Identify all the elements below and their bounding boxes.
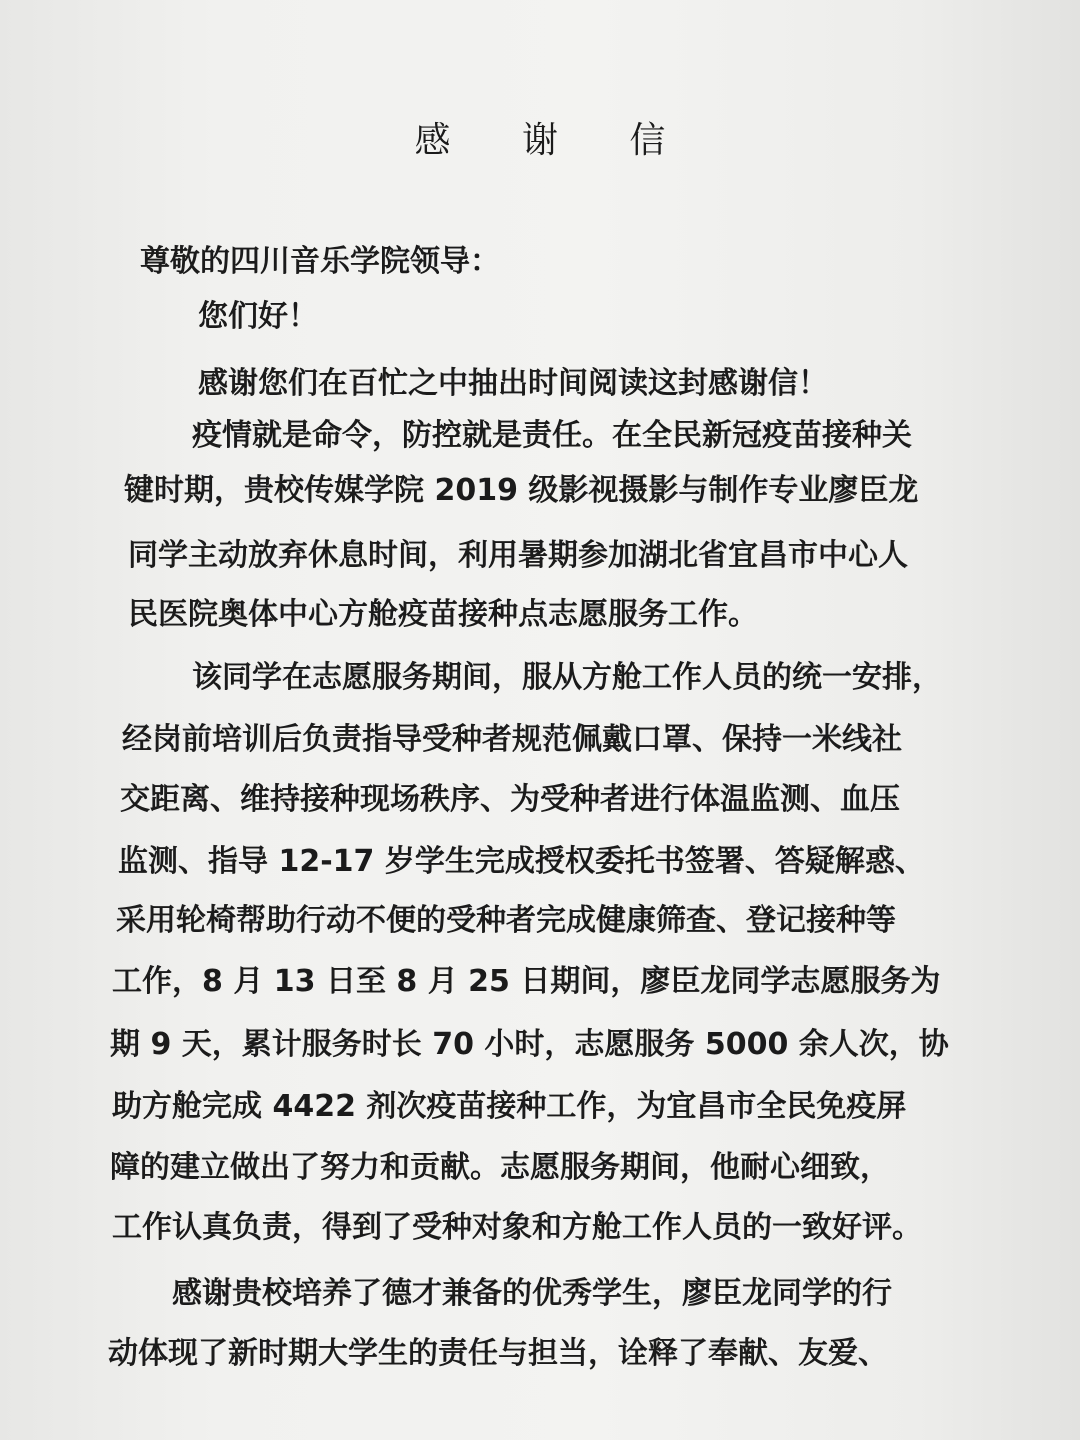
paragraph-line: 交距离、维持接种现场秩序、为受种者进行体温监测、血压 xyxy=(120,782,900,817)
paragraph-line: 工作认真负责，得到了受种对象和方舱工作人员的一致好评。 xyxy=(112,1210,922,1245)
paragraph-line: 监测、指导 12-17 岁学生完成授权委托书签署、答疑解惑、 xyxy=(118,844,925,879)
paragraph-line: 键时期，贵校传媒学院 2019 级影视摄影与制作专业廖臣龙 xyxy=(124,473,919,508)
paragraph-line: 助方舱完成 4422 剂次疫苗接种工作，为宜昌市全民免疫屏 xyxy=(112,1089,907,1124)
paragraph-line: 工作，8 月 13 日至 8 月 25 日期间，廖臣龙同学志愿服务为 xyxy=(112,964,941,999)
letter-title: 感 谢 信 xyxy=(414,120,696,161)
paragraph-line: 疫情就是命令，防控就是责任。在全民新冠疫苗接种关 xyxy=(192,418,912,453)
salutation: 尊敬的四川音乐学院领导： xyxy=(140,244,500,279)
paragraph-line: 动体现了新时期大学生的责任与担当，诠释了奉献、友爱、 xyxy=(108,1336,888,1371)
greeting: 您们好！ xyxy=(198,299,318,334)
paragraph-line: 期 9 天，累计服务时长 70 小时，志愿服务 5000 余人次，协 xyxy=(110,1027,949,1062)
thanks-line: 感谢您们在百忙之中抽出时间阅读这封感谢信！ xyxy=(198,366,828,401)
paragraph-line: 该同学在志愿服务期间，服从方舱工作人员的统一安排， xyxy=(192,660,942,695)
paragraph-line: 感谢贵校培养了德才兼备的优秀学生，廖臣龙同学的行 xyxy=(172,1276,892,1311)
paragraph-line: 采用轮椅帮助行动不便的受种者完成健康筛查、登记接种等 xyxy=(116,903,896,938)
paragraph-line: 障的建立做出了努力和贡献。志愿服务期间，他耐心细致， xyxy=(110,1150,890,1185)
paragraph-line: 同学主动放弃休息时间，利用暑期参加湖北省宜昌市中心人 xyxy=(128,538,908,573)
paragraph-line: 经岗前培训后负责指导受种者规范佩戴口罩、保持一米线社 xyxy=(122,722,902,757)
paragraph-line: 民医院奥体中心方舱疫苗接种点志愿服务工作。 xyxy=(128,597,758,632)
